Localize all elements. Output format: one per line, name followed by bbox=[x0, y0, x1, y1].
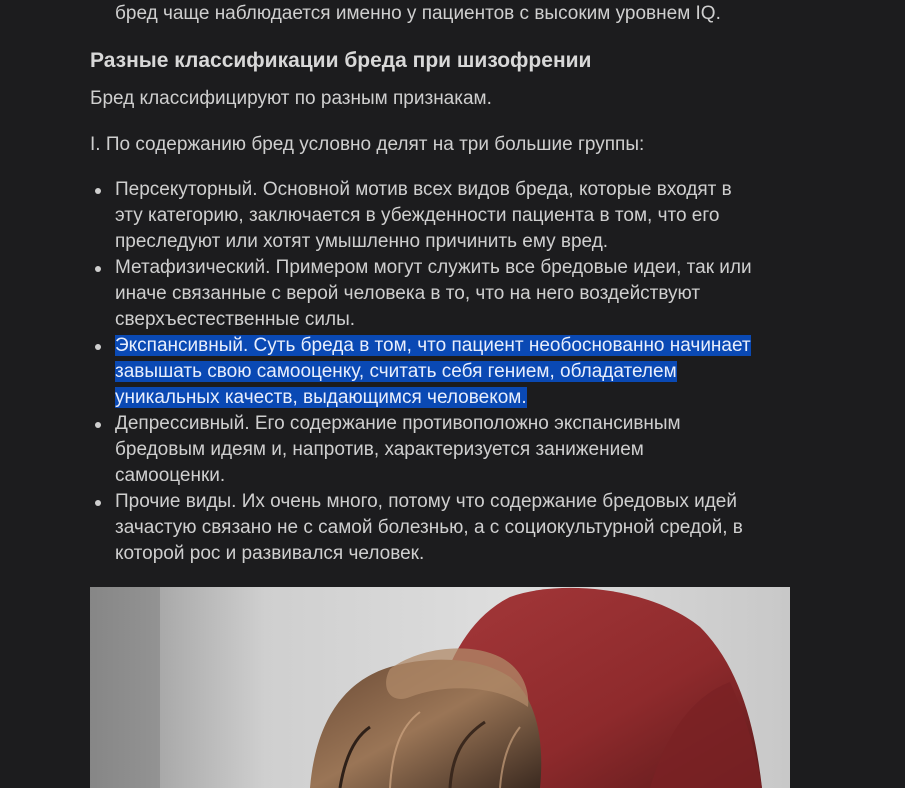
bullet-icon bbox=[95, 500, 101, 506]
list-item-line: Прочие виды. Их очень много, потому что содержание бредовых идей bbox=[115, 491, 737, 512]
selected-text-line[interactable]: завышать свою самооценку, считать себя гением, обладателем bbox=[115, 361, 677, 382]
selected-text-line[interactable]: уникальных качеств, выдающимся человеком. bbox=[115, 387, 527, 408]
intro-paragraph: Бред классифицируют по разным признакам. bbox=[90, 88, 492, 109]
list-item-line: Депрессивный. Его содержание противоположно экспансивным bbox=[115, 413, 681, 434]
distressed-woman-image bbox=[90, 587, 790, 788]
list-item bbox=[90, 255, 790, 333]
section-title: Разные классификации бреда при шизофрении bbox=[90, 49, 592, 72]
list-item-line: бредовым идеям и, напротив, характеризуется занижением bbox=[115, 439, 644, 460]
list-item-line: преследуют или хотят умышленно причинить ему вред. bbox=[115, 231, 609, 252]
list-item-line: сверхъестественные силы. bbox=[115, 309, 356, 330]
list-item-line: которой рос и развивался человек. bbox=[115, 543, 425, 564]
bullet-icon bbox=[95, 422, 101, 428]
list-item bbox=[90, 489, 790, 567]
previous-paragraph-line: бред чаще наблюдается именно у пациентов с высоким уровнем IQ. bbox=[115, 3, 721, 24]
bullet-icon bbox=[95, 344, 101, 350]
delusion-types-list bbox=[90, 177, 790, 567]
list-item-selected[interactable] bbox=[90, 333, 790, 411]
bullet-icon bbox=[95, 188, 101, 194]
list-item bbox=[90, 177, 790, 255]
list-item-line: Метафизический. Примером могут служить все бредовые идеи, так или bbox=[115, 257, 752, 278]
list-item-line: иначе связанные с верой человека в то, что на него воздействуют bbox=[115, 283, 701, 304]
list-item-line: зачастую связано не с самой болезнью, а с социокультурной средой, в bbox=[115, 517, 743, 538]
list-item bbox=[90, 411, 790, 489]
article-photo bbox=[90, 587, 790, 788]
group-heading-paragraph: I. По содержанию бред условно делят на три большие группы: bbox=[90, 134, 645, 155]
list-item-line: Персекуторный. Основной мотив всех видов бреда, которые входят в bbox=[115, 179, 732, 200]
selected-text-line[interactable]: Экспансивный. Суть бреда в том, что пациент необоснованно начинает bbox=[115, 335, 751, 356]
list-item-line: самооценки. bbox=[115, 465, 226, 486]
list-item-line: эту категорию, заключается в убежденности пациента в том, что его bbox=[115, 205, 720, 226]
bullet-icon bbox=[95, 266, 101, 272]
